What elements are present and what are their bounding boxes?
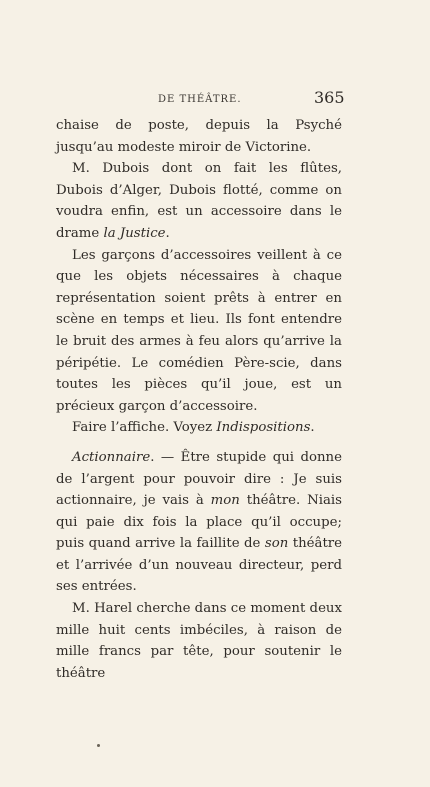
paragraph-affiche [56,417,342,439]
italic-title-la-justice: la Justice [103,225,166,241]
paragraph-dubois-text: M. Dubois dont on fait les flûtes, Dubois d’Alger, Dubois flotté, comme on voudra enfin, est un accessoire dans le drame [56,161,342,241]
affiche-text: Faire l’affiche. Voyez [72,420,217,436]
entry-definition-part-1: . — Être stupide qui donne de l’argent pour pouvoir dire : Je suis actionnaire, je vais à [56,449,342,509]
paragraph-continuation: chaise de poste, depuis la Psyché jusqu’au modeste miroir de Victorine. [56,118,342,155]
paragraph-garcons: Les garçons d’accessoires veillent à ce que les objets nécessaires à chaque représentation soient prêts à entrer en scène en temps et lieu. Ils font entendre le bruit des armes à feu alors qu’arrive la péripétie. Le comédien Père-scie, dans toutes les pièces qu’il joue, est un précieux garçon d’accessoire. [56,247,342,414]
running-head: DE THÉÂTRE. [158,94,242,105]
entry-definition-part-3: théâtre et l’arrivée d’un nouveau directeur, perd ses entrées. [56,536,343,595]
entry-italic-son: son [264,536,289,552]
cross-reference-indispositions: Indispositions [216,420,311,436]
affiche-end: . [310,420,315,436]
entry-headword: Actionnaire [72,449,151,465]
ink-speck [97,744,100,747]
entry-italic-mon: mon [210,493,240,509]
dictionary-entry-actionnaire [56,447,342,598]
paragraph-dubois [56,158,342,244]
entry-definition-part-2: théâtre. Niais qui paie dix fois la place qu’il occupe; puis quand arrive la faillite de [56,493,342,552]
paragraph-dubois-end: . [165,225,170,241]
paragraph-harel: M. Harel cherche dans ce moment deux mille huit cents imbéciles, à raison de mille francs par tête, pour soutenir le théâtre [56,601,342,681]
page-number: 365 [314,88,345,107]
page-text [56,115,342,684]
